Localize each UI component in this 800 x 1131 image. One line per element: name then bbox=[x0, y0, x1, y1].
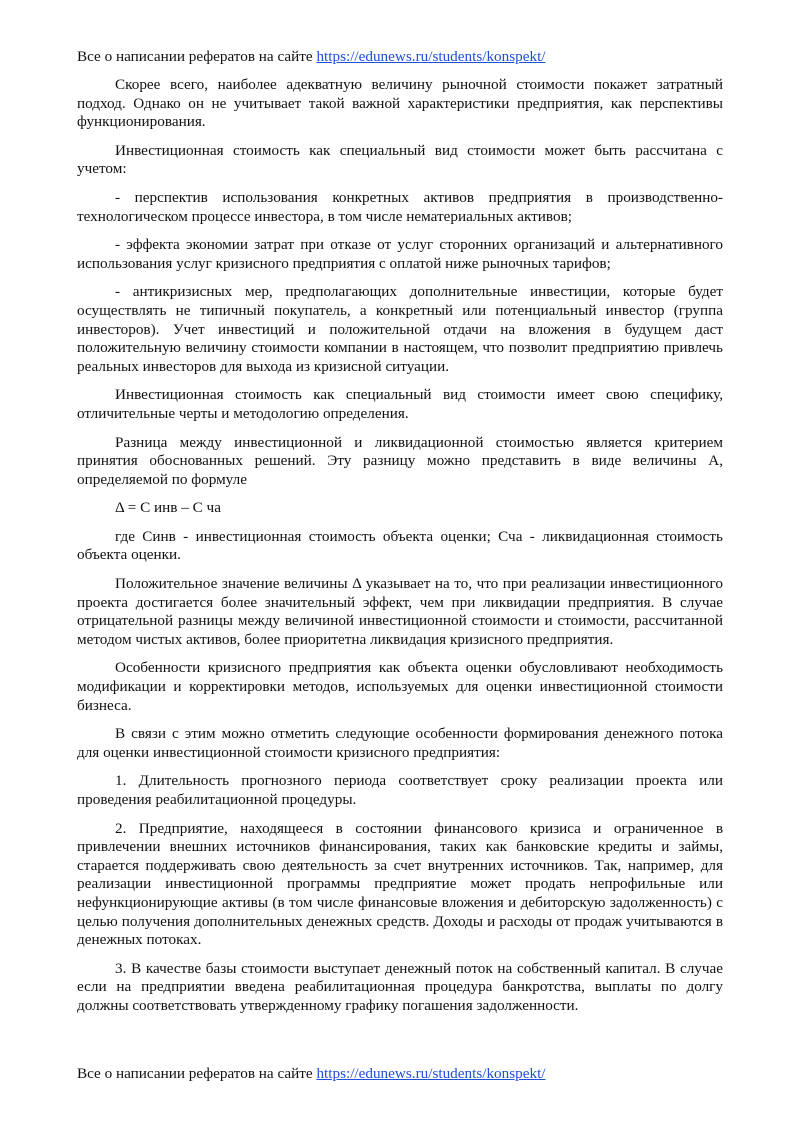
header-link[interactable]: https://edunews.ru/students/konspekt/ bbox=[316, 48, 546, 65]
paragraph-list-item-anticrisis: - антикризисных мер, предполагающих дополнительные инвестиции, которые будет осуществлять не типичный покупатель, а конкретный или потенциальный инвестор (группа инвесторов). Учет инвестиций и положительной отдачи на вложения в будущем даст положительную величину стоимости компании в настоящем, что позволит предприятию привлечь реальных инвесторов для выхода из кризисной ситуации. bbox=[77, 283, 723, 375]
paragraph-positive-value: Положительное значение величины Δ указывает на то, что при реализации инвестиционного проекта достигается более значительный эффект, чем при ликвидации предприятия. В случае отрицательной разницы между величиной инвестиционной стоимости и стоимости, рассчитанной методом чистых активов, более приоритетна ликвидация кризисного предприятия. bbox=[77, 575, 723, 648]
paragraph-investment-value-intro: Инвестиционная стоимость как специальный вид стоимости может быть рассчитана с учетом: bbox=[77, 141, 723, 178]
formula: Δ = С инв – С ча bbox=[115, 499, 221, 517]
page-footer bbox=[77, 1065, 546, 1083]
paragraph-item-3: 3. В качестве базы стоимости выступает денежный поток на собственный капитал. В случае если на предприятии введена реабилитационная процедура банкротства, выплаты по долгу должны соответствовать утвержденному графику погашения задолженности. bbox=[77, 959, 723, 1014]
paragraph-features: Особенности кризисного предприятия как объекта оценки обусловливают необходимость модификации и корректировки методов, используемых для оценки инвестиционной стоимости бизнеса. bbox=[77, 659, 723, 714]
paragraph-item-2: 2. Предприятие, находящееся в состоянии финансового кризиса и ограниченное в привлечении внешних источников финансирования, таких как банковские кредиты и займы, старается поддерживать свою деятельность за счет внутренних источников. Так, например, для реализации инвестиционной программы предприятие может продать непрофильные или нефункционирующие активы (в том числе финансовые вложения и дебиторскую задолженность) с целью получения дополнительных денежных средств. Доходы и расходы от продаж учитываются в денежных потоках. bbox=[77, 819, 723, 949]
paragraph-cash-flow-intro: В связи с этим можно отметить следующие особенности формирования денежного потока для оценки инвестиционной стоимости кризисного предприятия: bbox=[77, 725, 723, 761]
header-text: Все о написании рефератов на сайте bbox=[77, 48, 313, 65]
document-body bbox=[77, 76, 723, 1026]
paragraph-list-item-assets: - перспектив использования конкретных активов предприятия в производственно-технологическом процессе инвестора, в том числе нематериальных активов; bbox=[77, 188, 723, 225]
footer-text: Все о написании рефератов на сайте bbox=[77, 1065, 313, 1082]
paragraph-formula-legend: где Синв - инвестиционная стоимость объекта оценки; Сча - ликвидационная стоимость объекта оценки. bbox=[77, 527, 723, 564]
paragraph-difference: Разница между инвестиционной и ликвидационной стоимостью является критерием принятия обоснованных решений. Эту разницу можно представить в виде величины А, определяемой по формуле bbox=[77, 433, 723, 488]
page-header bbox=[77, 48, 546, 66]
paragraph-item-1: 1. Длительность прогнозного периода соответствует сроку реализации проекта или проведения реабилитационной процедуры. bbox=[77, 772, 723, 808]
paragraph-market-value: Скорее всего, наиболее адекватную величину рыночной стоимости покажет затратный подход. Однако он не учитывает такой важной характеристики предприятия, как перспективы функционирования. bbox=[77, 76, 723, 131]
paragraph-specifics: Инвестиционная стоимость как специальный вид стоимости имеет свою специфику, отличительные черты и методологию определения. bbox=[77, 386, 723, 422]
footer-link[interactable]: https://edunews.ru/students/konspekt/ bbox=[316, 1065, 546, 1082]
paragraph-list-item-cost-savings: - эффекта экономии затрат при отказе от услуг сторонних организаций и альтернативного использования услуг кризисного предприятия с оплатой ниже рыночных тарифов; bbox=[77, 236, 723, 272]
